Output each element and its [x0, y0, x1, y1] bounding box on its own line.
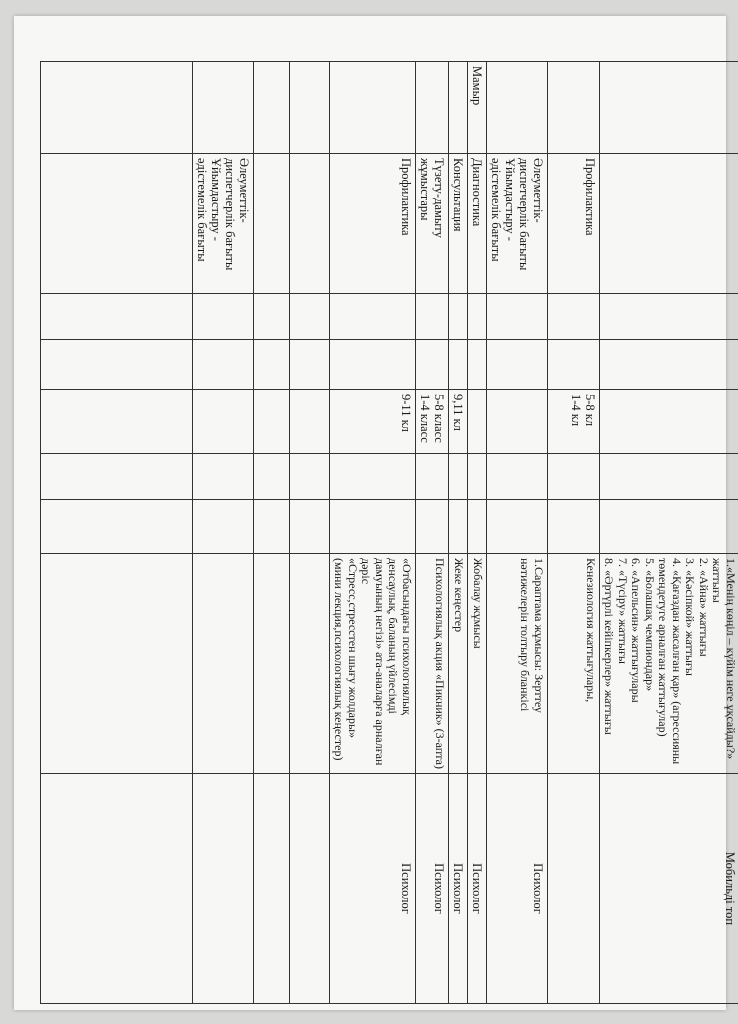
document-page — [14, 16, 738, 1010]
content-cell — [254, 554, 290, 774]
empty-cell — [600, 294, 738, 340]
direction-cell: Түзету-дамыту жұмыстары — [416, 154, 449, 294]
empty-cell — [290, 454, 330, 500]
content-cell: Жеке кеңестер — [449, 554, 468, 774]
empty-cell — [41, 294, 193, 340]
responsible-cell: Психолог — [487, 774, 548, 1004]
responsible-cell: Психолог — [449, 774, 468, 1004]
grade-cell: 9-11 кл — [330, 390, 416, 454]
empty-cell — [548, 340, 600, 390]
content-cell: 1.Сараптама жұмысы: Зерттеу нәтижелерін толтыру бланкісі — [487, 554, 548, 774]
empty-cell — [468, 340, 487, 390]
grade-cell: 5-8 класс 1-4 класс — [416, 390, 449, 454]
responsible-cell: Психолог — [416, 774, 449, 1004]
empty-cell — [193, 500, 254, 554]
empty-cell — [193, 340, 254, 390]
empty-cell — [290, 340, 330, 390]
content-cell — [41, 554, 193, 774]
direction-cell — [600, 154, 738, 294]
responsible-cell: Мобильді топ — [600, 774, 738, 1004]
empty-cell — [290, 500, 330, 554]
content-cell — [193, 554, 254, 774]
empty-cell — [416, 454, 449, 500]
responsible-cell: Психолог — [330, 774, 416, 1004]
content-cell: Жобалау жұмысы — [468, 554, 487, 774]
empty-cell — [468, 500, 487, 554]
empty-cell — [487, 294, 548, 340]
responsible-cell: Психолог — [468, 774, 487, 1004]
table-row — [41, 62, 193, 1004]
table-row — [487, 62, 548, 1004]
month-cell — [254, 62, 290, 154]
grade-cell — [41, 390, 193, 454]
rotated-plan-table — [140, 61, 738, 1001]
direction-cell: Профилактика — [548, 154, 600, 294]
empty-cell — [254, 454, 290, 500]
empty-cell — [290, 294, 330, 340]
content-cell: Психологиялық акция «Пикник» (3-апта) — [416, 554, 449, 774]
grade-cell — [487, 390, 548, 454]
month-cell — [449, 62, 468, 154]
month-cell — [290, 62, 330, 154]
empty-cell — [548, 294, 600, 340]
table-row — [600, 62, 738, 1004]
grade-cell — [600, 390, 738, 454]
direction-cell — [254, 154, 290, 294]
responsible-cell — [548, 774, 600, 1004]
empty-cell — [41, 454, 193, 500]
grade-cell: 5-8 кл 1-4 кл — [548, 390, 600, 454]
table-row — [468, 62, 487, 1004]
empty-cell — [330, 340, 416, 390]
empty-cell — [468, 454, 487, 500]
direction-cell: Профилактика — [330, 154, 416, 294]
table-row — [254, 62, 290, 1004]
grade-cell — [468, 390, 487, 454]
direction-cell: Диагностика — [468, 154, 487, 294]
grade-cell — [193, 390, 254, 454]
table-row — [290, 62, 330, 1004]
empty-cell — [487, 454, 548, 500]
table-row — [193, 62, 254, 1004]
empty-cell — [449, 500, 468, 554]
responsible-cell — [193, 774, 254, 1004]
empty-cell — [193, 454, 254, 500]
content-cell: 1.«Менің көңіл – күйім неге ұқсайды?» жаттығы 2. «Айна» жаттығы 3. «Кәсіпкой» жаттығы 4. «Қағаздан жасалған қар» (агрессияны төмендетуге арналған жаттығулар) 5. «Болашақ чемпиондар» 6. «Апельсин» жаттығулары 7. «Түсіру» жаттығы 8. «Әртүрлі кейіпкерлер» жаттығы — [600, 554, 738, 774]
empty-cell — [600, 454, 738, 500]
empty-cell — [254, 294, 290, 340]
empty-cell — [449, 294, 468, 340]
grade-cell — [254, 390, 290, 454]
empty-cell — [548, 454, 600, 500]
empty-cell — [254, 500, 290, 554]
empty-cell — [416, 500, 449, 554]
empty-cell — [41, 340, 193, 390]
content-cell — [290, 554, 330, 774]
empty-cell — [468, 294, 487, 340]
month-cell — [416, 62, 449, 154]
grade-cell: 9,11 кл — [449, 390, 468, 454]
month-cell — [330, 62, 416, 154]
empty-cell — [416, 294, 449, 340]
responsible-cell — [41, 774, 193, 1004]
content-cell: «Отбасындағы психологиялық денсаулық, баланың үйлесімді дамуының негізі» ата-аналарға арналған дәріс «Стресс,стресстен шығу жолдары» (мини лекция,психологиялық кеңестер) — [330, 554, 416, 774]
table-row — [548, 62, 600, 1004]
responsible-cell — [290, 774, 330, 1004]
empty-cell — [487, 500, 548, 554]
direction-cell — [290, 154, 330, 294]
empty-cell — [330, 500, 416, 554]
month-cell — [193, 62, 254, 154]
table-row — [416, 62, 449, 1004]
empty-cell — [449, 454, 468, 500]
empty-cell — [449, 340, 468, 390]
empty-cell — [330, 454, 416, 500]
direction-cell: Әлеуметтік-диспетчерлік бағыты Ұйымдастыру - әдістемелік бағыты — [487, 154, 548, 294]
empty-cell — [193, 294, 254, 340]
month-cell — [41, 62, 193, 154]
empty-cell — [600, 500, 738, 554]
empty-cell — [41, 500, 193, 554]
month-cell: Мамыр — [468, 62, 487, 154]
grade-cell — [290, 390, 330, 454]
empty-cell — [330, 294, 416, 340]
empty-cell — [600, 340, 738, 390]
empty-cell — [487, 340, 548, 390]
direction-cell: Әлеуметтік-диспетчерлік бағыты Ұйымдастыру - әдістемелік бағыты — [193, 154, 254, 294]
table-row — [330, 62, 416, 1004]
month-cell — [487, 62, 548, 154]
table-row — [449, 62, 468, 1004]
empty-cell — [254, 340, 290, 390]
responsible-cell — [254, 774, 290, 1004]
month-cell — [600, 62, 738, 154]
direction-cell — [41, 154, 193, 294]
direction-cell: Консультация — [449, 154, 468, 294]
content-cell: Кенезиология жаттығулары, — [548, 554, 600, 774]
month-cell — [548, 62, 600, 154]
empty-cell — [416, 340, 449, 390]
empty-cell — [548, 500, 600, 554]
